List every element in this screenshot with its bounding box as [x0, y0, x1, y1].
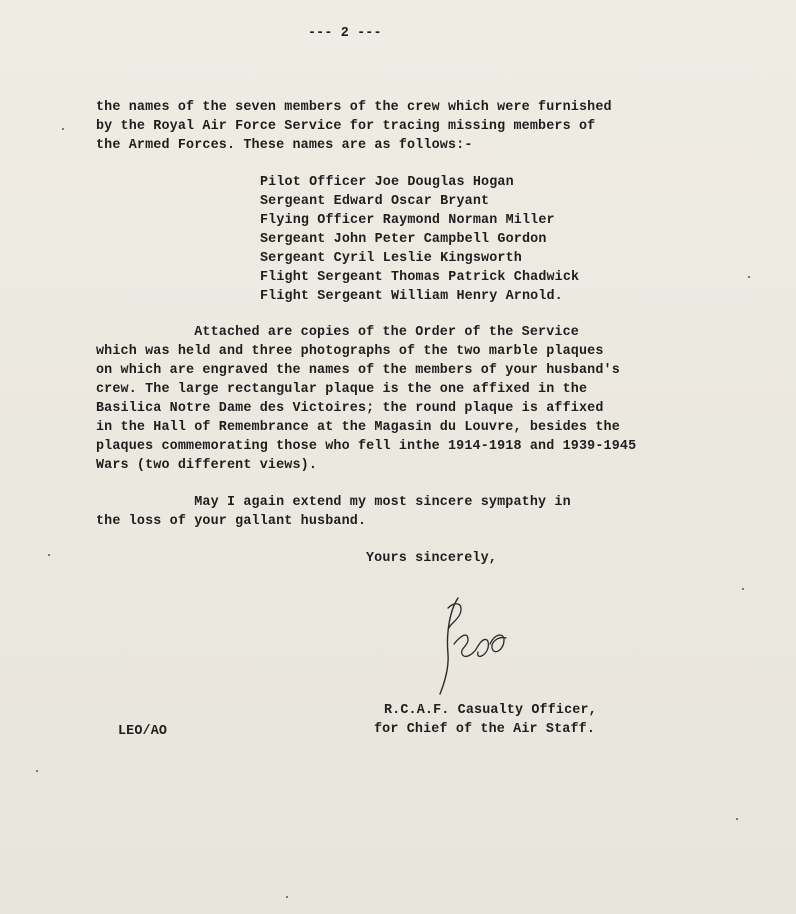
text-line: in the Hall of Remembrance at the Magasin du Louvre, besides the: [96, 420, 620, 435]
reference-code: LEO/AO: [118, 724, 168, 739]
paper-speck: [62, 128, 64, 130]
text-line: by the Royal Air Force Service for tracing missing members of: [96, 119, 596, 134]
paper-speck: [36, 770, 38, 772]
crew-member: Sergeant John Peter Campbell Gordon: [260, 232, 547, 247]
text-line: the names of the seven members of the crew which were furnished: [96, 100, 612, 115]
paper-speck: [736, 818, 738, 820]
page-number-header: --- 2 ---: [308, 26, 382, 41]
signatory-org: for Chief of the Air Staff.: [374, 722, 596, 737]
crew-member: Flight Sergeant Thomas Patrick Chadwick: [260, 270, 580, 285]
text-line: the Armed Forces. These names are as follows:-: [96, 138, 473, 153]
closing: Yours sincerely,: [366, 551, 497, 566]
text-line: Wars (two different views).: [96, 458, 318, 473]
crew-member: Sergeant Cyril Leslie Kingsworth: [260, 251, 522, 266]
crew-member: Flight Sergeant William Henry Arnold.: [260, 289, 563, 304]
text-line: which was held and three photographs of the two marble plaques: [96, 344, 604, 359]
crew-member: Sergeant Edward Oscar Bryant: [260, 194, 490, 209]
paper-speck: [48, 554, 50, 556]
handwritten-signature: [432, 588, 522, 700]
crew-member: Pilot Officer Joe Douglas Hogan: [260, 175, 514, 190]
text-line: Basilica Notre Dame des Victoires; the round plaque is affixed: [96, 401, 604, 416]
signatory-title: R.C.A.F. Casualty Officer,: [384, 703, 597, 718]
paper-speck: [748, 276, 750, 278]
text-line: May I again extend my most sincere sympathy in: [96, 495, 571, 510]
text-line: the loss of your gallant husband.: [96, 514, 367, 529]
text-line: Attached are copies of the Order of the Service: [96, 325, 579, 340]
crew-member: Flying Officer Raymond Norman Miller: [260, 213, 555, 228]
text-line: crew. The large rectangular plaque is the one affixed in the: [96, 382, 588, 397]
paper-speck: [742, 588, 744, 590]
paper-speck: [286, 896, 288, 898]
text-line: plaques commemorating those who fell inthe 1914-1918 and 1939-1945: [96, 439, 637, 454]
text-line: on which are engraved the names of the members of your husband's: [96, 363, 620, 378]
